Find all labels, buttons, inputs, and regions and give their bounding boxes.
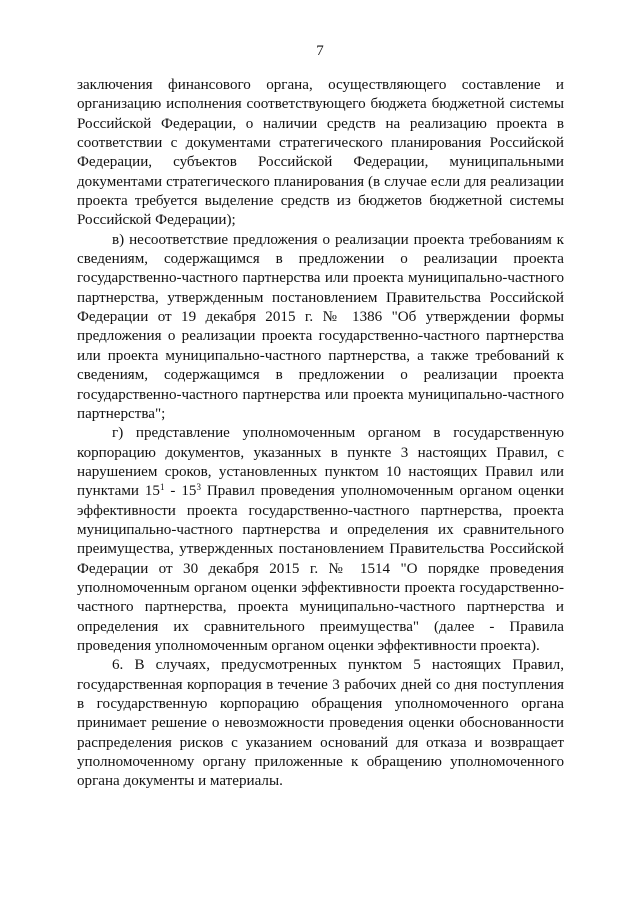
- superscript-1: 1: [159, 482, 165, 493]
- page-number: 7: [316, 43, 324, 59]
- item-g-text-part-2: - 15: [164, 483, 197, 500]
- item-g-text-part-3: Правил проведения уполномоченным органом оценки эффективности проекта государственно-частного партнерства, проекта муниципально-частного партнерства и определения их сравнительного преимущества, утвержденных постановлением Правительства Российской Федерации от 30 декабря 2015 г. № 1514 "О порядке проведения уполномоченным органом оценки эффективности проекта государственно-частного партнерства, проекта муниципально-частного партнерства и определения их сравнительного преимущества" (далее - Правила проведения уполномоченным органом оценки эффективности проекта).: [77, 483, 564, 654]
- paragraph-item-6: 6. В случаях, предусмотренных пунктом 5 настоящих Правил, государственная корпорация в течение 3 рабочих дней со дня поступления в государственную корпорацию обращения уполномоченного органа принимает решение о невозможности проведения оценки обоснованности распределения рисков с указанием оснований для отказа и возвращает уполномоченному органу приложенные к обращению уполномоченного органа документы и материалы.: [77, 657, 564, 790]
- paragraph-item-g: [77, 424, 564, 656]
- paragraph-continuation: заключения финансового органа, осуществляющего составление и организацию исполнения соответствующего бюджета бюджетной системы Российской Федерации, о наличии средств на реализацию проекта в соответствии с документами стратегического планирования Российской Федерации, субъектов Российской Федерации, муниципальными документами стратегического планирования (в случае если для реализации проекта требуется выделение средств из бюджетов бюджетной системы Российской Федерации);: [77, 77, 564, 229]
- superscript-3: 3: [196, 482, 201, 493]
- document-body: [77, 76, 564, 792]
- paragraph-item-v: в) несоответствие предложения о реализации проекта требованиям к сведениям, содержащимся в предложении о реализации проекта государственно-частного партнерства или проекта муниципально-частного партнерства, утвержденным постановлением Правительства Российской Федерации от 19 декабря 2015 г. № 1386 "Об утверждении формы предложения о реализации проекта государственно-частного партнерства или проекта муниципально-частного партнерства, а также требований к сведениям, содержащимся в предложении о реализации проекта государственно-частного партнерства или проекта муниципально-частного партнерства";: [77, 231, 564, 422]
- item-g-text-part-1: г) представление уполномоченным органом в государственную корпорацию документов, указанных в пункте 3 настоящих Правил, с нарушением сроков, установленных пунктом 10 настоящих Правил или пунктами 15: [77, 425, 564, 500]
